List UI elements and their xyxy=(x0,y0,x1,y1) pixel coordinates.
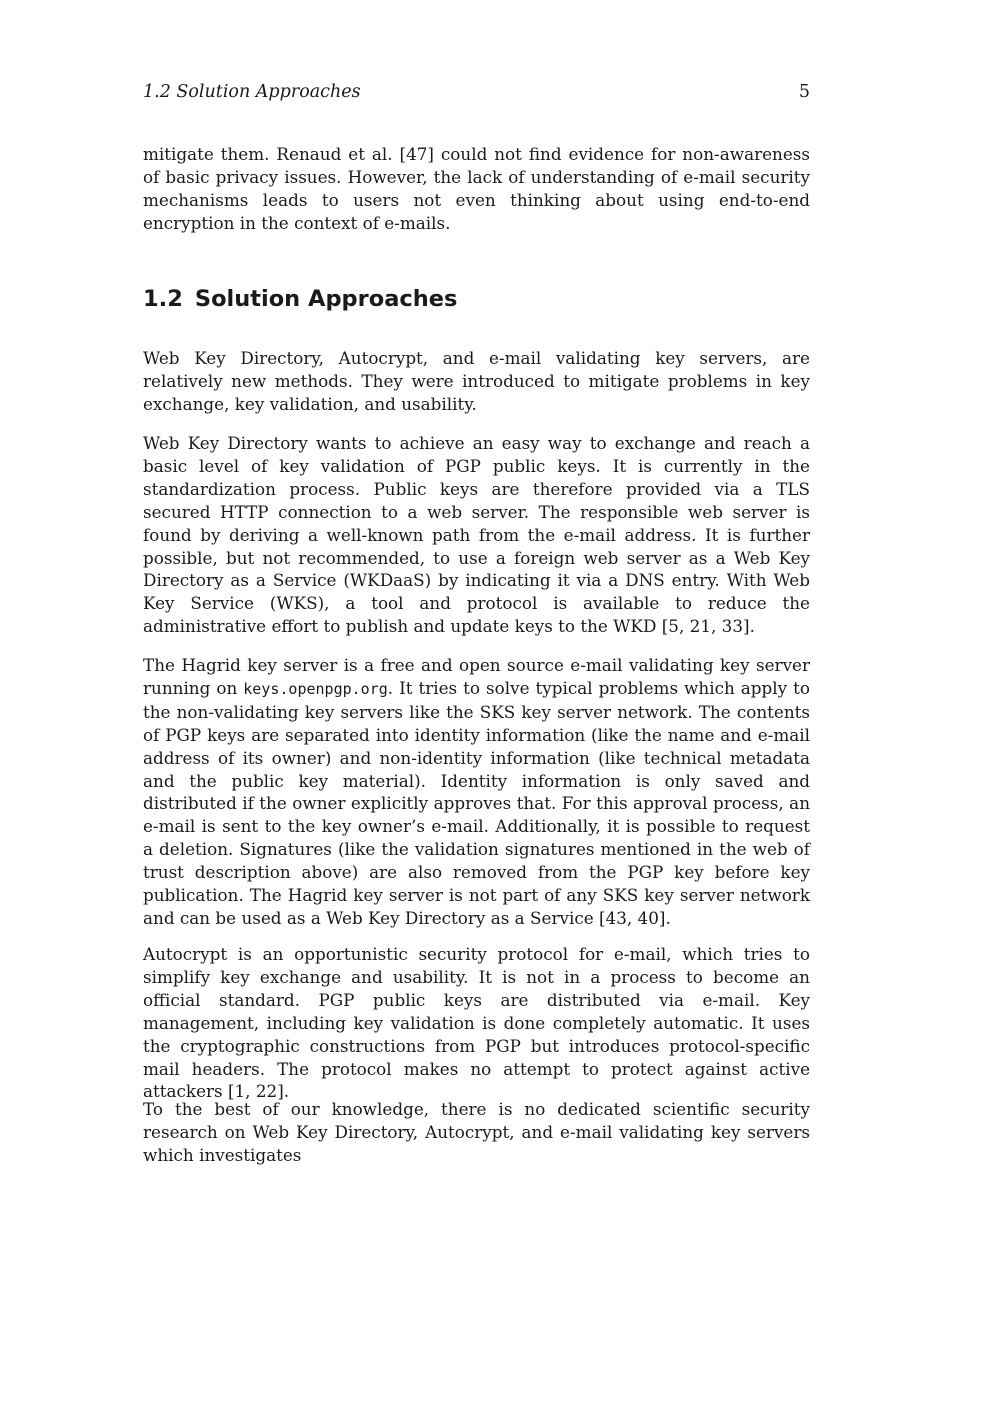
paragraph-autocrypt: Autocrypt is an opportunistic security protocol for e-mail, which tries to simplify key exchange and usability. It is not in a process to become an official standard. PGP public keys are distributed via e-mail. Key management, including key validation is done completely automatic. It uses the cryptographic constructions from PGP but introduces protocol-specific mail headers. The protocol makes no attempt to protect against active attackers [1, 22]. xyxy=(143,944,810,1102)
paragraph-hagrid-text-start: The Hagrid key server is a free and open source e-mail validating key server running on xyxy=(143,655,810,698)
page-number: 5 xyxy=(798,82,810,102)
document-page xyxy=(143,0,810,1414)
paragraph-hagrid-key-server xyxy=(143,654,810,930)
section-title: Solution Approaches xyxy=(194,286,458,312)
section-number: 1.2 xyxy=(143,286,183,312)
paragraph-web-key-directory: Web Key Directory wants to achieve an easy way to exchange and reach a basic level of key validation of PGP public keys. It is currently in the standardization process. Public keys are therefore provided via a TLS secured HTTP connection to a web server. The responsible web server is found by deriving a well-known path from the e-mail address. It is further possible, but not recommended, to use a foreign web server as a Web Key Directory as a Service (WKDaaS) by indicating it via a DNS entry. With Web Key Service (WKS), a tool and protocol is available to reduce the administrative effort to publish and update keys to the WKD [5, 21, 33]. xyxy=(143,433,810,637)
paragraph-research-gap: To the best of our knowledge, there is no dedicated scientific security research on Web Key Directory, Autocrypt, and e-mail validating key servers which investigates xyxy=(143,1099,810,1165)
paragraph-hagrid-text-end: . It tries to solve typical problems which apply to the non-validating key servers like the SKS key server network. The contents of PGP keys are separated into identity information (like the name and e-mail address of its owner) and non-identity information (like technical metadata and the public key material). Identity information is only saved and distributed if the owner explicitly approves that. For this approval process, an e-mail is sent to the key owner’s e-mail. Additionally, it is possible to request a deletion. Signatures (like the validation signatures mentioned in the web of trust description above) are also removed from the PGP key before key publication. The Hagrid key server is not part of any SKS key server network and can be used as a Web Key Directory as a Service [43, 40]. xyxy=(143,677,810,928)
running-header xyxy=(143,82,810,106)
section-heading xyxy=(143,284,810,314)
intro-paragraph: mitigate them. Renaud et al. [47] could not find evidence for non-awareness of basic privacy issues. However, the lack of understanding of e-mail security mechanisms leads to users not even thinking about using end-to-end encryption in the context of e-mails. xyxy=(143,144,810,233)
running-title: 1.2 Solution Approaches xyxy=(143,82,361,102)
paragraph-solution-methods: Web Key Directory, Autocrypt, and e-mail validating key servers, are relatively new methods. They were introduced to mitigate problems in key exchange, key validation, and usability. xyxy=(143,348,810,414)
keyserver-hostname: keys.openpgp.org xyxy=(243,679,388,698)
